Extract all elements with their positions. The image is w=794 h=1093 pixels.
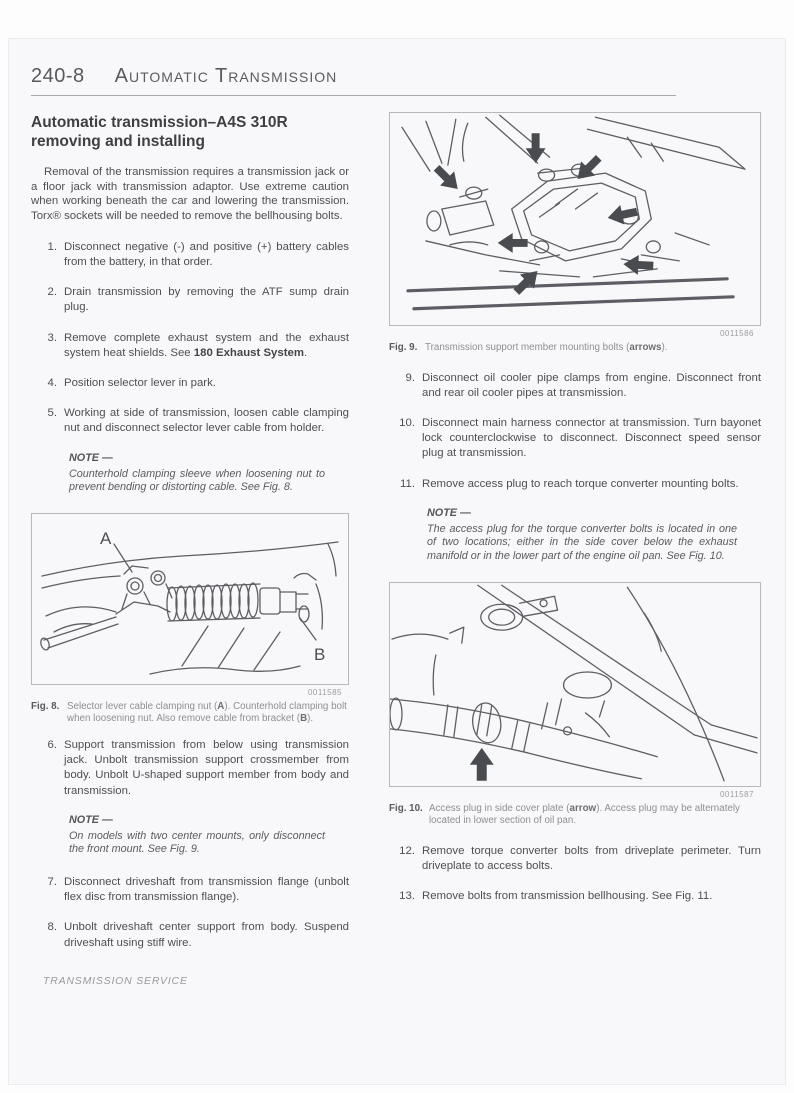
note-text: Counterhold clamping sleeve when loosening nut to prevent bending or distorting cable. See Fig. 8. (69, 467, 325, 494)
intro-paragraph: Removal of the transmission requires a transmission jack or a floor jack with transmission adaptor. Use extreme caution when working beneath the car and lowering the transmission. Torx® sockets will be needed to remove the bellhousing bolts. (31, 166, 349, 223)
step-3 (31, 331, 349, 361)
two-column-layout (31, 110, 785, 966)
note-center-mounts (69, 814, 325, 857)
note-text: The access plug for the torque converter bolts is located in one of two locations; either in the side cover below the exhaust manifold or in the lower part of the engine oil pan. See Fig. 10. (427, 522, 737, 562)
callout-b-label: B (314, 644, 326, 664)
figure-8-caption (31, 701, 349, 726)
step-text: Disconnect negative (-) and positive (+) battery cables from the battery, in that order. (64, 240, 349, 269)
step-6 (31, 738, 349, 799)
step-text: Remove access plug to reach torque converter mounting bolts. (422, 477, 739, 490)
figure-9-caption (389, 342, 761, 355)
scan-number: 0011587 (719, 789, 754, 799)
step-8 (31, 920, 349, 950)
step-number: 5. (47, 407, 57, 420)
step-7 (31, 875, 349, 905)
step-text: Working at side of transmission, loosen cable clamping nut and disconnect selector lever cable from holder. (64, 407, 349, 435)
step-number: 1. (47, 240, 57, 253)
note-label: NOTE — (69, 451, 113, 464)
page-footer: TRANSMISSION SERVICE (43, 975, 188, 987)
procedure-title (31, 113, 349, 151)
step-text: Remove bolts from transmission bellhousing. See Fig. 11. (422, 890, 713, 903)
figure-label: Fig. 10. (389, 802, 423, 814)
selector-cable-line-art (32, 514, 348, 684)
step-1 (31, 240, 349, 270)
step-text-post: . (303, 346, 308, 359)
step-text: Support transmission from below using transmission jack. Unbolt transmission support crossmember from body. Unbolt U-shaped support member from body and transmission. (64, 739, 349, 797)
step-number: 11. (400, 477, 415, 490)
step-number: 6. (47, 739, 57, 752)
figure-10-drawing (389, 582, 761, 787)
step-number: 13. (399, 890, 415, 903)
step-text: Remove torque converter bolts from driveplate perimeter. Turn driveplate to access bolts. (422, 844, 761, 872)
access-plug-arrow-icon (470, 747, 494, 780)
note-text: On models with two center mounts, only disconnect the front mount. See Fig. 9. (69, 829, 325, 856)
figure-label: Fig. 8. (31, 700, 60, 712)
note-label: NOTE — (69, 813, 113, 826)
figure-caption-text: Transmission support member mounting bolts (arrows). (425, 342, 668, 353)
step-text: Drain transmission by removing the ATF sump drain plug. (64, 286, 349, 314)
page-number: 240-8 (31, 65, 85, 87)
step-text: Disconnect oil cooler pipe clamps from engine. Disconnect front and rear oil cooler pipes at transmission. (422, 371, 761, 399)
step-number: 4. (47, 377, 57, 390)
step-text: Disconnect main harness connector at transmission. Turn bayonet lock counterclockwise to disconnect. Disconnect speed sensor plug at transmission. (422, 417, 761, 460)
callout-a-label: A (100, 528, 112, 548)
note-counterhold (69, 452, 325, 495)
step-10 (389, 416, 761, 462)
step-number: 3. (47, 331, 57, 344)
step-text: Position selector lever in park. (64, 377, 216, 390)
step-number: 8. (47, 921, 57, 934)
left-column (31, 110, 349, 966)
header-rule (31, 95, 676, 96)
procedure-title-line2: removing and installing (31, 133, 205, 150)
step-5 (31, 406, 349, 436)
step-number: 12. (399, 844, 415, 857)
figure-9-drawing (389, 112, 761, 326)
step-number: 7. (47, 876, 57, 889)
cross-reference: 180 Exhaust System (193, 346, 304, 359)
figure-caption-text: Selector lever cable clamping nut (A). Counterhold clamping bolt when loosening nut. Also remove cable from bracket (B). (67, 700, 347, 725)
figure-8 (31, 513, 349, 726)
figure-8-drawing (31, 513, 349, 685)
step-number: 9. (405, 371, 415, 384)
figure-9 (389, 112, 761, 355)
step-9 (389, 371, 761, 401)
figure-label: Fig. 9. (389, 342, 418, 353)
step-4 (31, 376, 349, 391)
manual-page (8, 38, 786, 1085)
figure-10-caption (389, 803, 761, 828)
step-text: Unbolt driveshaft center support from body. Suspend driveshaft using stiff wire. (64, 921, 349, 949)
step-11 (389, 477, 761, 492)
note-access-plug (427, 507, 737, 564)
step-number: 10. (399, 417, 415, 429)
step-12 (389, 844, 761, 874)
right-column (389, 110, 761, 919)
step-13 (389, 889, 761, 904)
step-text (64, 331, 349, 361)
scan-number: 0011586 (719, 329, 754, 338)
section-title: Automatic Transmission (114, 65, 338, 87)
procedure-title-line1: Automatic transmission–A4S 310R (31, 114, 288, 131)
figure-caption-text: Access plug in side cover plate (arrow). Access plug may be alternately located in lower section of oil pan. (429, 802, 740, 827)
step-text: Disconnect driveshaft from transmission flange (unbolt flex disc from transmission flange). (64, 876, 349, 904)
step-2 (31, 285, 349, 315)
step-number: 2. (47, 286, 57, 299)
support-member-line-art (390, 113, 760, 325)
scan-number: 0011585 (307, 687, 342, 697)
running-header (31, 65, 785, 88)
note-label: NOTE — (427, 506, 471, 519)
figure-10 (389, 582, 761, 828)
access-plug-line-art (390, 583, 760, 786)
step-text-pre: Remove complete exhaust system and the exhaust system heat shields. See (64, 331, 349, 359)
